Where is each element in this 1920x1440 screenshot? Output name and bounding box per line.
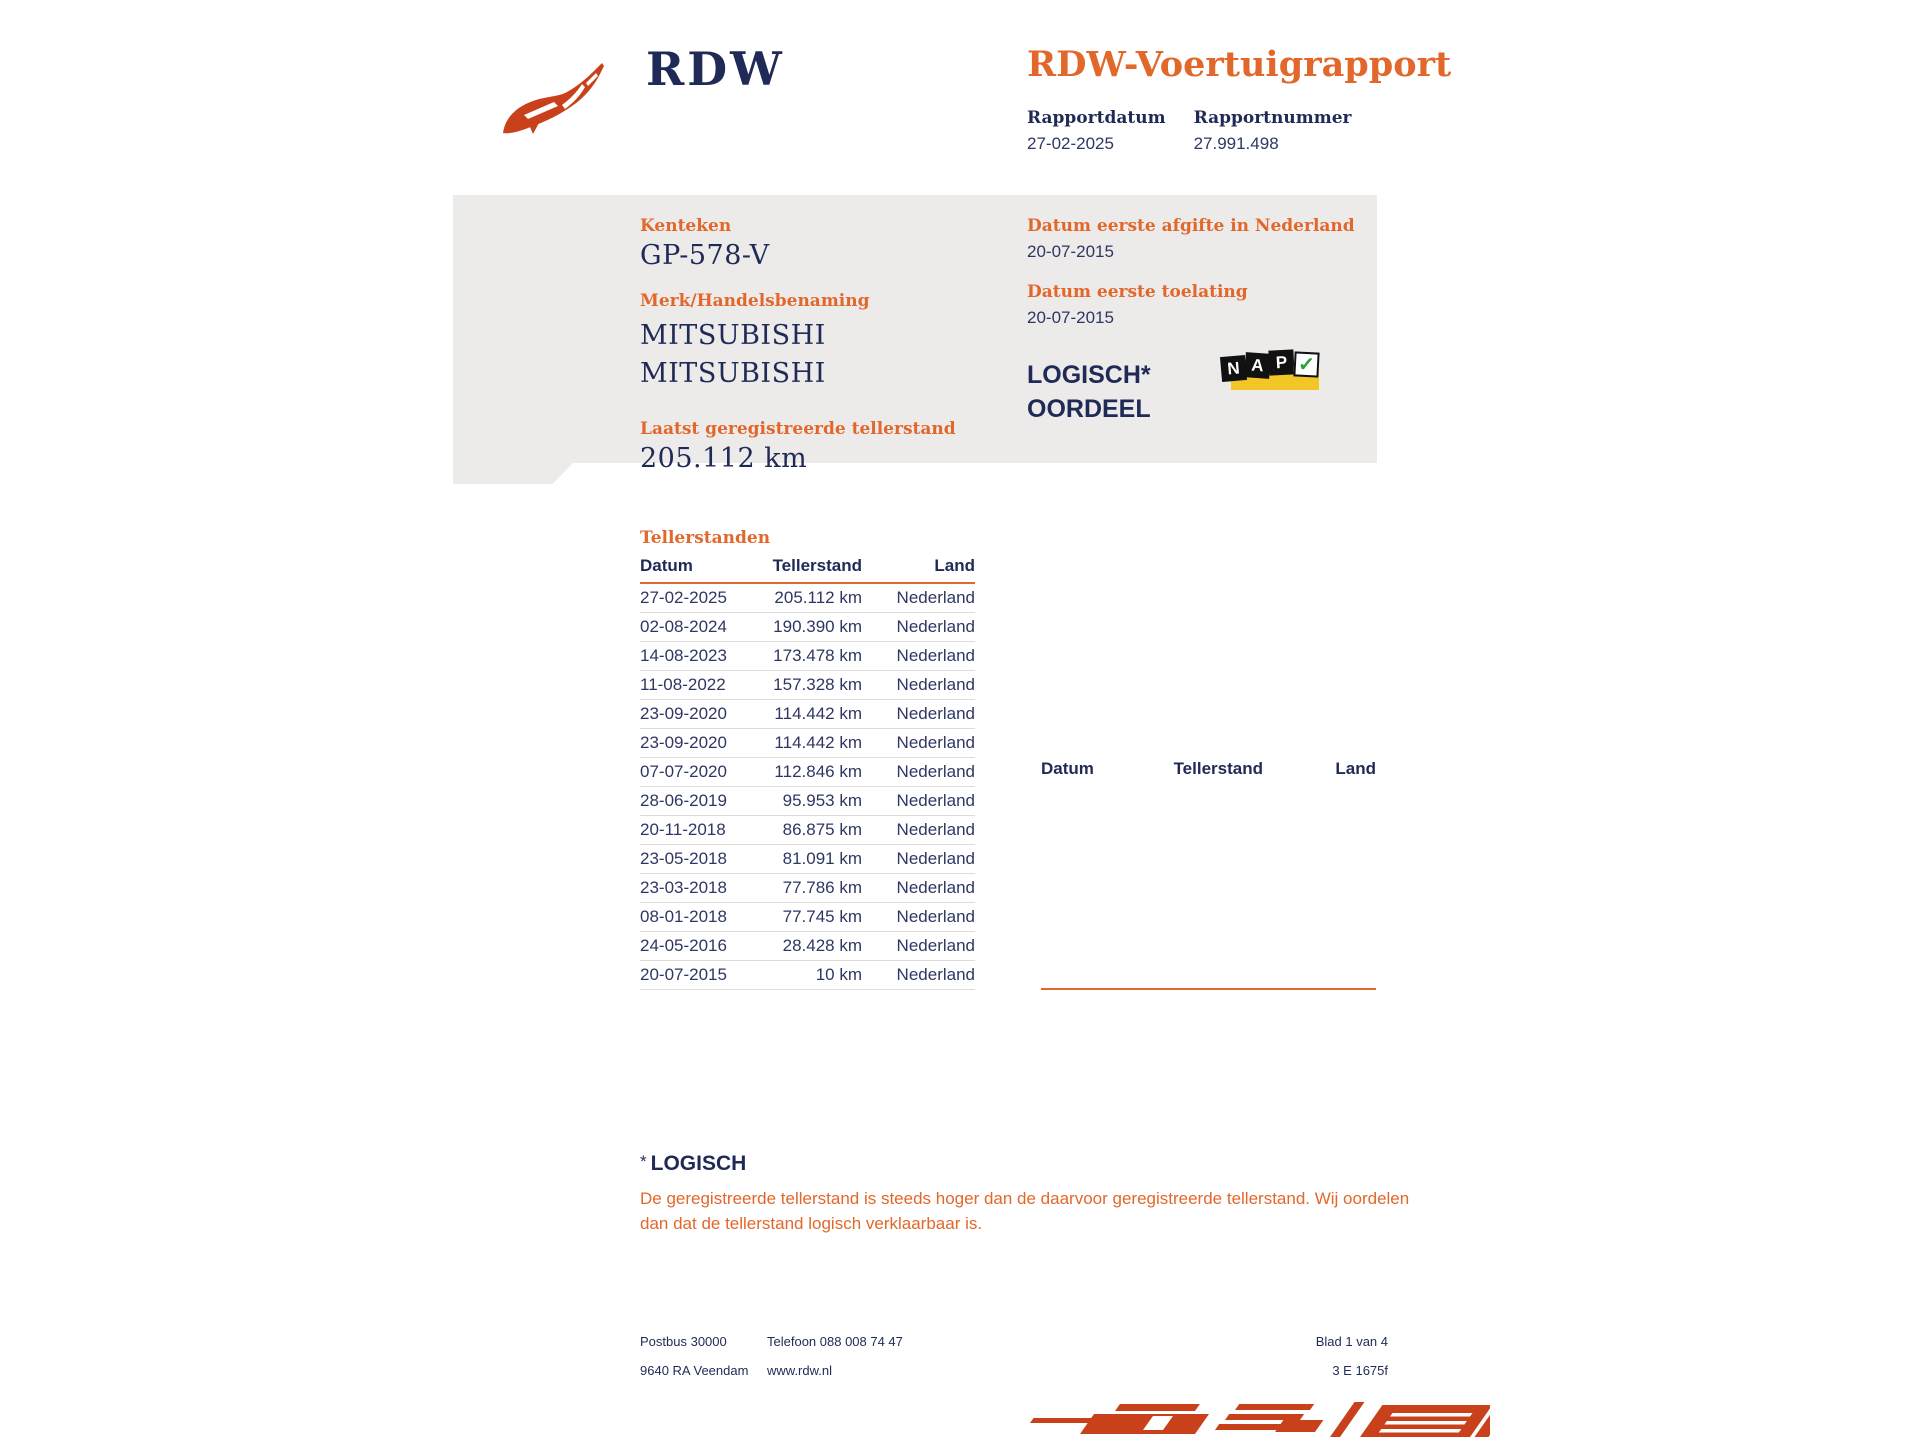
vehicle-summary-box-notch xyxy=(453,463,573,484)
nap-logo xyxy=(1221,350,1331,398)
cell-land: Nederland xyxy=(862,700,975,729)
logisch-note xyxy=(640,1152,1410,1236)
footer-website: www.rdw.nl xyxy=(767,1363,833,1378)
cell-land: Nederland xyxy=(862,903,975,932)
col-header-land: Land xyxy=(1263,554,1376,989)
report-meta xyxy=(1027,108,1352,154)
col-header-datum: Datum xyxy=(640,554,758,583)
vehicle-summary-box xyxy=(453,195,1377,474)
cell-datum: 02-08-2024 xyxy=(640,613,758,642)
col-header-land: Land xyxy=(862,554,975,583)
cell-land: Nederland xyxy=(862,787,975,816)
rdw-feather-icon xyxy=(500,54,626,138)
cell-datum: 23-09-2020 xyxy=(640,700,758,729)
cell-land: Nederland xyxy=(862,874,975,903)
vehicle-summary-left xyxy=(640,216,1000,474)
cell-tellerstand: 77.786 km xyxy=(758,874,862,903)
cell-tellerstand: 95.953 km xyxy=(758,787,862,816)
report-number-label: Rapportnummer xyxy=(1193,108,1352,128)
cell-tellerstand: 10 km xyxy=(758,961,862,990)
col-header-datum: Datum xyxy=(1041,554,1159,989)
report-date-block xyxy=(1027,108,1166,154)
table-header-row xyxy=(1041,554,1376,989)
cell-tellerstand: 77.745 km xyxy=(758,903,862,932)
rdw-wordmark: RDW xyxy=(646,42,785,96)
cell-tellerstand: 86.875 km xyxy=(758,816,862,845)
tellerstanden-table-empty xyxy=(1041,554,1376,990)
tellerstand-label: Laatst geregistreerde tellerstand xyxy=(640,419,956,439)
cell-tellerstand: 114.442 km xyxy=(758,729,862,758)
nap-letter-n: N xyxy=(1220,355,1247,382)
cell-datum: 28-06-2019 xyxy=(640,787,758,816)
toelating-label: Datum eerste toelating xyxy=(1027,282,1248,302)
cell-land: Nederland xyxy=(862,816,975,845)
rdw-logo xyxy=(500,42,785,137)
tellerstanden-title: Tellerstanden xyxy=(640,528,771,548)
footer-address-line2: 9640 RA Veendam xyxy=(640,1363,749,1378)
cell-tellerstand: 157.328 km xyxy=(758,671,862,700)
cell-land: Nederland xyxy=(862,642,975,671)
table-row xyxy=(640,816,975,845)
col-header-tellerstand: Tellerstand xyxy=(758,554,862,583)
table-row xyxy=(640,787,975,816)
cell-land: Nederland xyxy=(862,961,975,990)
merk-value: MITSUBISHI xyxy=(640,320,826,351)
oordeel-line2: OORDEEL xyxy=(1027,395,1151,423)
table-header-row xyxy=(640,554,975,583)
note-title xyxy=(640,1152,1410,1176)
cell-datum: 23-03-2018 xyxy=(640,874,758,903)
afgifte-label: Datum eerste afgifte in Nederland xyxy=(1027,216,1355,236)
table-row xyxy=(640,932,975,961)
footer-doc-code: 3 E 1675f xyxy=(1332,1363,1388,1378)
table-row xyxy=(640,903,975,932)
cell-datum: 27-02-2025 xyxy=(640,583,758,613)
nap-letter-p: P xyxy=(1268,349,1294,375)
tellerstand-value: 205.112 km xyxy=(640,443,808,474)
report-number-value: 27.991.498 xyxy=(1193,134,1279,153)
table-row xyxy=(640,729,975,758)
cell-datum: 20-07-2015 xyxy=(640,961,758,990)
table-row xyxy=(640,642,975,671)
cell-land: Nederland xyxy=(862,583,975,613)
kenteken-value: GP-578-V xyxy=(640,240,770,271)
cell-datum: 23-05-2018 xyxy=(640,845,758,874)
table-row xyxy=(640,845,975,874)
rdw-stripe-graphic-icon xyxy=(1030,1402,1490,1440)
kenteken-label: Kenteken xyxy=(640,216,732,236)
afgifte-value: 20-07-2015 xyxy=(1027,242,1114,261)
cell-land: Nederland xyxy=(862,758,975,787)
cell-land: Nederland xyxy=(862,932,975,961)
nap-checkmark-icon: ✓ xyxy=(1293,351,1319,377)
table-row xyxy=(640,671,975,700)
handelsbenaming-value: MITSUBISHI xyxy=(640,358,826,389)
cell-datum: 20-11-2018 xyxy=(640,816,758,845)
cell-datum: 23-09-2020 xyxy=(640,729,758,758)
cell-tellerstand: 190.390 km xyxy=(758,613,862,642)
cell-datum: 24-05-2016 xyxy=(640,932,758,961)
cell-tellerstand: 114.442 km xyxy=(758,700,862,729)
page-footer xyxy=(640,1334,1388,1392)
note-asterisk: * xyxy=(640,1152,647,1171)
footer-address-line1: Postbus 30000 xyxy=(640,1334,727,1349)
cell-tellerstand: 81.091 km xyxy=(758,845,862,874)
footer-phone: Telefoon 088 008 74 47 xyxy=(767,1334,903,1349)
report-date-label: Rapportdatum xyxy=(1027,108,1166,128)
page-title: RDW-Voertuigrapport xyxy=(1027,44,1452,85)
cell-land: Nederland xyxy=(862,613,975,642)
cell-land: Nederland xyxy=(862,845,975,874)
cell-datum: 08-01-2018 xyxy=(640,903,758,932)
cell-datum: 14-08-2023 xyxy=(640,642,758,671)
table-row xyxy=(640,758,975,787)
tellerstanden-section xyxy=(640,528,1376,990)
cell-tellerstand: 173.478 km xyxy=(758,642,862,671)
table-row xyxy=(640,961,975,990)
col-header-tellerstand: Tellerstand xyxy=(1159,554,1263,989)
merk-label: Merk/Handelsbenaming xyxy=(640,291,870,311)
report-number-block xyxy=(1194,108,1352,154)
nap-letter-a: A xyxy=(1244,352,1271,379)
cell-tellerstand: 28.428 km xyxy=(758,932,862,961)
cell-tellerstand: 205.112 km xyxy=(758,583,862,613)
note-title-text: LOGISCH xyxy=(650,1152,747,1175)
cell-datum: 07-07-2020 xyxy=(640,758,758,787)
table-row xyxy=(640,613,975,642)
tellerstanden-table xyxy=(640,554,975,990)
cell-datum: 11-08-2022 xyxy=(640,671,758,700)
note-text: De geregistreerde tellerstand is steeds hoger dan de daarvoor geregistreerde tellerstand. Wij oordelen dan dat de tellerstand logisch verklaarbaar is. xyxy=(640,1189,1410,1233)
toelating-value: 20-07-2015 xyxy=(1027,308,1114,327)
footer-page-indicator: Blad 1 van 4 xyxy=(1315,1334,1388,1349)
cell-land: Nederland xyxy=(862,729,975,758)
cell-tellerstand: 112.846 km xyxy=(758,758,862,787)
cell-land: Nederland xyxy=(862,671,975,700)
table-row xyxy=(640,583,975,613)
report-date-value: 27-02-2025 xyxy=(1027,134,1114,153)
table-row xyxy=(640,874,975,903)
oordeel-line1: LOGISCH* xyxy=(1027,361,1151,389)
table-row xyxy=(640,700,975,729)
